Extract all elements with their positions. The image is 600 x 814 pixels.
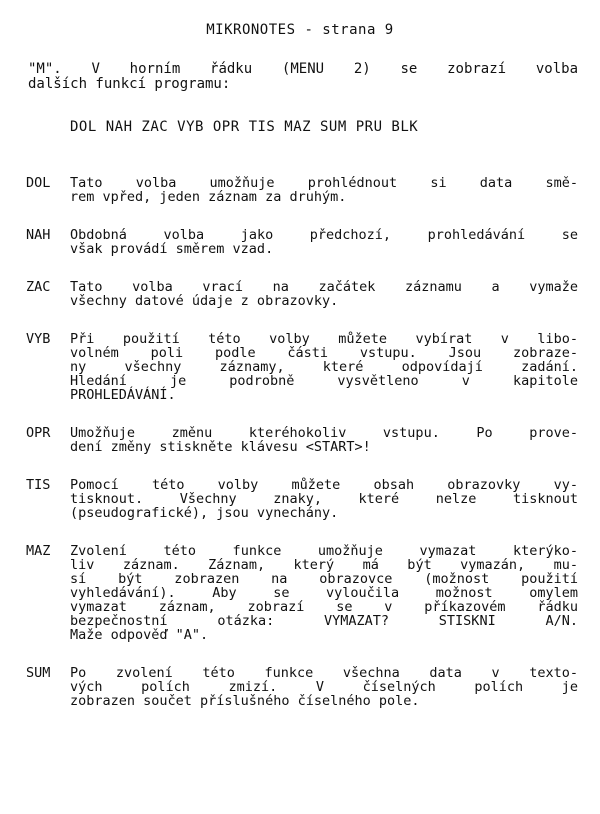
entry-line: bezpečnostní otázka: VYMAZAT? STISKNI A/N. [70, 613, 578, 629]
entry-line: Zvolení této funkce umožňuje vymazat kterýko- [70, 543, 578, 559]
entry-description [70, 176, 578, 204]
function-list [26, 176, 578, 732]
entry-code: SUM [26, 665, 51, 681]
intro-paragraph [28, 62, 578, 92]
entry-description [70, 666, 578, 708]
entry-line: zobrazen součet příslušného číselného pole. [70, 693, 420, 709]
entry-tis [26, 478, 578, 520]
entry-description [70, 544, 578, 642]
entry-zac [26, 280, 578, 308]
entry-nah [26, 228, 578, 256]
entry-line: však provádí směrem vzad. [70, 241, 274, 257]
entry-line: Po zvolení této funkce všechna data v texto- [70, 665, 578, 681]
entry-code: OPR [26, 425, 51, 441]
entry-line: Pomocí této volby můžete obsah obrazovky vy- [70, 477, 578, 493]
entry-line: Obdobná volba jako předchozí, prohledávání se [70, 227, 578, 243]
entry-maz [26, 544, 578, 642]
entry-line: tisknout. Všechny znaky, které nelze tisknout [70, 491, 578, 507]
entry-line: PROHLEDÁVÁNÍ. [70, 387, 176, 403]
entry-description [70, 478, 578, 520]
entry-line: rem vpřed, jeden záznam za druhým. [70, 189, 347, 205]
entry-line: všechny datové údaje z obrazovky. [70, 293, 339, 309]
entry-line: Umožňuje změnu kteréhokoliv vstupu. Po prove- [70, 425, 578, 441]
entry-vyb [26, 332, 578, 402]
entry-code: TIS [26, 477, 51, 493]
entry-line: vymazat záznam, zobrazí se v příkazovém řádku [70, 599, 578, 615]
entry-code: NAH [26, 227, 51, 243]
entry-line: Maže odpověď "A". [70, 627, 209, 643]
entry-line: sí být zobrazen na obrazovce (možnost použití [70, 571, 578, 587]
entry-code: ZAC [26, 279, 51, 295]
entry-line: Hledání je podrobně vysvětleno v kapitole [70, 373, 578, 389]
entry-description [70, 280, 578, 308]
entry-line: Při použití této volby můžete vybírat v libo- [70, 331, 578, 347]
entry-line: dení změny stiskněte klávesu <START>! [70, 439, 371, 455]
entry-line: vých polích zmizí. V číselných polích je [70, 679, 578, 695]
page-title: MIKRONOTES - strana 9 [206, 22, 394, 38]
entry-description [70, 426, 578, 454]
entry-opr [26, 426, 578, 454]
entry-dol [26, 176, 578, 204]
entry-code: VYB [26, 331, 51, 347]
intro-line-1: "M". V horním řádku (MENU 2) se zobrazí volba [28, 61, 578, 77]
entry-line: Tato volba vrací na začátek záznamu a vymaže [70, 279, 578, 295]
intro-line-2: dalších funkcí programu: [28, 76, 231, 92]
entry-line: (pseudografické), jsou vynechány. [70, 505, 339, 521]
entry-description [70, 332, 578, 402]
entry-line: Tato volba umožňuje prohlédnout si data smě- [70, 175, 578, 191]
menu-line: DOL NAH ZAC VYB OPR TIS MAZ SUM PRU BLK [70, 119, 419, 135]
entry-sum [26, 666, 578, 708]
entry-code: DOL [26, 175, 51, 191]
entry-line: liv záznam. Záznam, který má být vymazán, mu- [70, 557, 578, 573]
entry-line: volném poli podle části vstupu. Jsou zobraze- [70, 345, 578, 361]
entry-description [70, 228, 578, 256]
entry-line: vyhledávání). Aby se vyloučila možnost omylem [70, 585, 578, 601]
entry-line: ny všechny záznamy, které odpovídají zadání. [70, 359, 578, 375]
entry-code: MAZ [26, 543, 51, 559]
